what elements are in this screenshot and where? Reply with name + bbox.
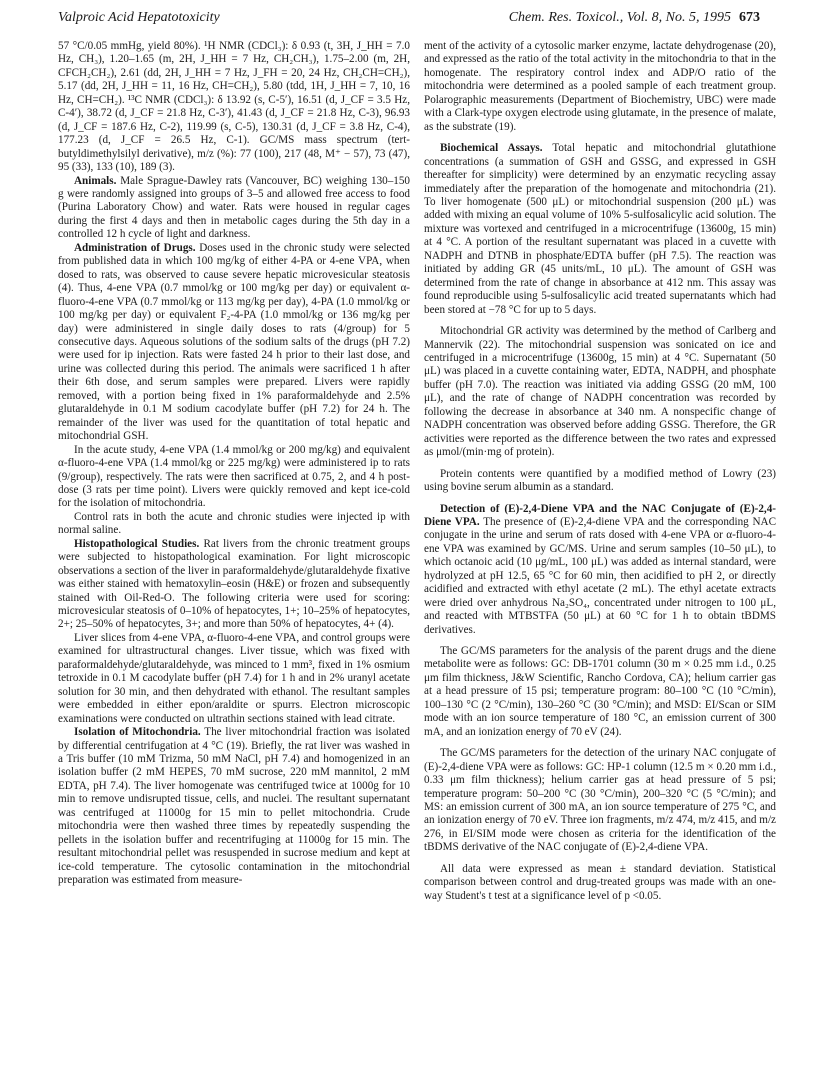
animals-text: Male Sprague-Dawley rats (Vancouver, BC) weighing 130–150 g were randomly assigned into groups of 3–5 and allowed free access to food (Purina Laboratory Chow) and water. Rats were housed in regular cages during the first 4 days and then in metabolic cages during the 5th day in a controlled 12 h cycle of light and darkness.	[58, 174, 410, 241]
left-column	[58, 40, 410, 1050]
journal-name: Chem. Res. Toxicol., Vol. 8, No. 5, 1995	[508, 10, 731, 25]
biochemical-assays-paragraph	[424, 142, 776, 317]
journal-citation	[509, 10, 760, 26]
control-paragraph: Control rats in both the acute and chronic studies were injected ip with normal saline.	[58, 510, 410, 537]
biochemical-assays-heading: Biochemical Assays.	[440, 142, 543, 155]
gr-activity-paragraph: Mitochondrial GR activity was determined by the method of Carlberg and Mannervik (22). The mitochondrial suspension was sonicated on ice and centrifuged in a microcentrifuge (13600g, 15 min) at 4 °C. Supernatant (50 μL) was placed in a cuvette containing water, EDTA, NADPH, and phosphate buffer (pH 7.0). The reaction was initiated via adding GSSG (20 mM, 100 μL), and the rate of change of NADPH concentration was recorded by following the decrease in absorbance at 340 nm. A nonspecific change of NADPH concentration was observed before adding GSSG. Therefore, the GR activities were reported as the difference between the two rates and expressed as μmol/(min·mg of protein).	[424, 325, 776, 459]
liver-slices-paragraph: Liver slices from 4-ene VPA, α-fluoro-4-ene VPA, and control groups were examined for ultrastructural changes. Liver tissue, which was fixed with paraformaldehyde/glutaraldehyde, was minced to 1 mm³, fixed in 1% osmium tetroxide in 0.1 M cacodylate buffer (pH 7.4) for 1 h and in 2% uranyl acetate solution for 30 min, and then dehydrated with ethanol. The resultant samples were embedded in either epon/araldite or spurrs. Electron microscopic examinations were conducted on ultrathin sections stained with lead citrate.	[58, 631, 410, 725]
running-header	[58, 10, 760, 32]
mitochondria-isolation-text: The liver mitochondrial fraction was isolated by differential centrifugation at 4 °C (19). Briefly, the rat liver was washed in a Tris buffer (10 mM Trizma, 50 mM NaCl, pH 7.4) and homogenized in an isolation buffer (2 mM HEPES, 70 mM sucrose, 220 mM mannitol, 2 mM EDTA, pH 7.4). The liver homogenate was centrifuged twice at 1000g for 10 min to remove undisrupted tissue, cells, and nuclei. The resultant supernatant was centrifuged at 11000g for 15 min to pellet mitochondria. Crude mitochondria were then washed three times by repeatedly suspending the pellets in the isolation buffer and recentrifuging at 11000g for 15 min. The resultant mitochondrial pellet was resuspended in sucrose medium and kept at ice-cold temperature. The cytosolic contamination in the mitochondrial preparation was estimated from measure-	[58, 726, 410, 887]
administration-paragraph	[58, 242, 410, 444]
biochemical-assays-text: Total hepatic and mitochondrial glutathione concentrations (a summation of GSH and GSSG, and expressed in GSH thereafter for simplicity) were determined by an enzymatic recycling assay immediately after the preparation of the homogenate and mitochondria (21). To liver homogenate (500 μL) or mitochondrial suspension (200 μL) was added with mixing an equal volume of 10% 5-sulfosalicylic acid solution. The mixture was vortexed and centrifuged in a microcentrifuge (13600g, 15 min) at 4 °C. A portion of the resultant supernatant was placed in a cuvette with NADPH and DTNB in phosphate/EDTA buffer (pH 7.5). The reaction was initiated by adding GR (45 units/mL, 10 μL). The amount of GSH was determined from the rate of change in absorbance at 412 nm. This assay was found reproducible using 5-sulfosalicylic acid treated supernatants which had been stored at −78 °C for up to 5 days.	[424, 142, 776, 316]
protein-paragraph: Protein contents were quantified by a modified method of Lowry (23) using bovine serum albumin as a standard.	[424, 467, 776, 494]
gcms-nac-paragraph: The GC/MS parameters for the detection of the urinary NAC conjugate of (E)-2,4-diene VPA were as follows: GC: HP-1 column (12.5 m × 0.20 mm i.d., 0.33 μm film thickness); helium carrier gas at head pressure of 5 psi; temperature program: 50–200 °C (30 °C/min), 200–320 °C (5 °C/min); and MS: an emission current of 300 mA, an ion source temperature of 275 °C, and an ionization energy of 70 eV. Three ion fragments, m/z 474, m/z 415, and m/z 276, in EI/SIM mode were chosen as criteria for the identification of the tBDMS derivative of the NAC conjugate of (E)-2,4-diene VPA.	[424, 747, 776, 854]
histopathology-heading: Histopathological Studies.	[74, 537, 200, 550]
mitochondria-isolation-paragraph	[58, 726, 410, 887]
detection-paragraph	[424, 503, 776, 638]
administration-heading: Administration of Drugs.	[74, 241, 196, 254]
page-number: 673	[739, 10, 760, 25]
histopathology-text: Rat livers from the chronic treatment groups were subjected to histopathological examination. For light microscopic observations a section of the liver in paraformaldehyde/glutaraldehyde fixative was either stained with hematoxylin–eosin (H&E) or frozen and subsequently stained with Oil-Red-O. The following criteria were used for scoring: microvesicular steatosis of 0–10% of hepatocytes, 1+; 10–25% of hepatocytes, 2+; 25–50% of hepatocytes, 3+; and more than 50% of hepatocytes, 4+ (4).	[58, 537, 410, 631]
animals-heading: Animals.	[74, 174, 117, 187]
nmr-paragraph: 57 °C/0.05 mmHg, yield 80%). ¹H NMR (CDCl₃): δ 0.93 (t, 3H, J_HH = 7.0 Hz, CH₃), 1.20–1.65 (m, 2H, J_HH = 7 Hz, CH₂CH₃), 1.75–2.00 (m, 2H, CFCH₂CH₂), 2.61 (dd, 2H, J_HH = 7 Hz, J_FH = 20, 24 Hz, CH₂CH=CH₂), 5.17 (dd, 2H, J_HH = 11, 16 Hz, CH=CH₂), 5.80 (tdd, 1H, J_HH = 7, 10, 16 Hz, CH=CH₂). ¹³C NMR (CDCl₃): δ 13.92 (s, C-5′), 16.51 (d, J_CF = 3.5 Hz, C-4′), 38.72 (d, J_CF = 21.8 Hz, C-3′), 41.43 (d, J_CF = 21.8 Hz, C-3), 96.93 (d, J_CF = 187.6 Hz, C-2), 119.99 (s, C-5), 130.31 (d, J_CF = 3.8 Hz, C-4), 177.23 (d, J_CF = 26.5 Hz, C-1). GC/MS mass spectrum (tert-butyldimethylsilyl derivative), m/z (%): 77 (100), 217 (48, M⁺ − 57), 73 (47), 95 (33), 133 (10), 189 (3).	[58, 40, 410, 174]
marker-enzyme-paragraph: ment of the activity of a cytosolic marker enzyme, lactate dehydrogenase (20), and expressed as the ratio of the total activity in the mitochondria to that in the homogenate. The respiratory control index and ADP/O ratio of the mitochondria were determined as a pooled sample of each treatment group. Polarographic measurements (Department of Biochemistry, UBC) were made with a Clark-type oxygen electrode using glutamate, in the presence of malate, as the substrate (19).	[424, 40, 776, 133]
detection-text: The presence of (E)-2,4-diene VPA and the corresponding NAC conjugate in the urine and serum of rats dosed with 4-ene VPA or α-fluoro-4-ene VPA was examined by GC/MS. Urine and serum samples (10–50 μL), to which octanoic acid (10 μg/mL, 100 μL) was added as internal standard, were hydrolyzed at pH 12.5, 65 °C for 60 min, then acidified to pH 2, or directly acidified and extracted with ethyl acetate (2 mL). The ethyl acetate extracts were dried over anhydrous Na₂SO₄, concentrated under nitrogen to 100 μL, and reacted with MTBSTFA (50 μL) at 60 °C for 1 h to obtain tBDMS derivatives.	[424, 515, 776, 636]
gcms-parent-paragraph: The GC/MS parameters for the analysis of the parent drugs and the diene metabolite were as follows: GC: DB-1701 column (30 m × 0.25 mm i.d., 0.25 μm film thickness, J&W Scientific, Rancho Cordova, CA); helium carrier gas at a head pressure of 15 psi; temperature program: 80–100 °C (10 °C/min), 100–130 °C (2 °C/min), 130–260 °C (30 °C/min); and MSD: EI/Scan or SIM mode with an ion source temperature of 180 °C, an emission current of 300 mA, and an ionization energy of 70 eV (24).	[424, 645, 776, 738]
statistics-paragraph: All data were expressed as mean ± standard deviation. Statistical comparison between control and drug-treated groups was made with an one-way Student's t test at a significance level of p <0.05.	[424, 862, 776, 902]
acute-study-paragraph: In the acute study, 4-ene VPA (1.4 mmol/kg or 200 mg/kg) and equivalent α-fluoro-4-ene VPA (1.4 mmol/kg or 225 mg/kg) were administered ip to rats (9/group), respectively. The rats were then sacrificed at 0.75, 2, and 4 h post-dose (3 rats per time point). Livers were quickly removed and kept ice-cold for the isolation of mitochondria.	[58, 443, 410, 510]
mitochondria-isolation-heading: Isolation of Mitochondria.	[74, 726, 201, 739]
right-column	[424, 40, 776, 1050]
animals-paragraph	[58, 175, 410, 242]
administration-text: Doses used in the chronic study were selected from published data in which 100 mg/kg of either 4-PA or 4-ene VPA, when dosed to rats, was observed to cause severe hepatic microvesicular steatosis (4). Thus, 4-ene VPA (0.7 mmol/kg or 100 mg/kg per day) or equivalent α-fluoro-4-ene VPA (0.7 mmol/kg or 113 mg/kg per day), 4-PA (1.0 mmol/kg or 100 mg/kg per day) or equivalent F₂-4-PA (1.0 mmol/kg or 136 mg/kg per day) were administered in single daily doses to rats (4/group) for 5 consecutive days. Aqueous solutions of the sodium salts of the drugs (pH 7.2) were used for ip injection. Rats were fasted 24 h prior to their last dose, and urine was collected during this period. The animals were sacrificed 1 h after their 6th dose, and serum samples were prepared. Livers were rapidly removed, with a portion being fixed in 1% paraformaldehyde and 2.5% glutaraldehyde in 0.1 M sodium cacodylate buffer (pH 7.2) for 24 h. The remainder of the liver was used for the quantitation of total hepatic and mitochondrial GSH.	[58, 241, 410, 443]
histopathology-paragraph	[58, 538, 410, 632]
running-title: Valproic Acid Hepatotoxicity	[58, 10, 220, 25]
detection-heading: Detection of (E)-2,4-Diene VPA and the NAC Conjugate of (E)-2,4-Diene VPA.	[424, 502, 776, 528]
